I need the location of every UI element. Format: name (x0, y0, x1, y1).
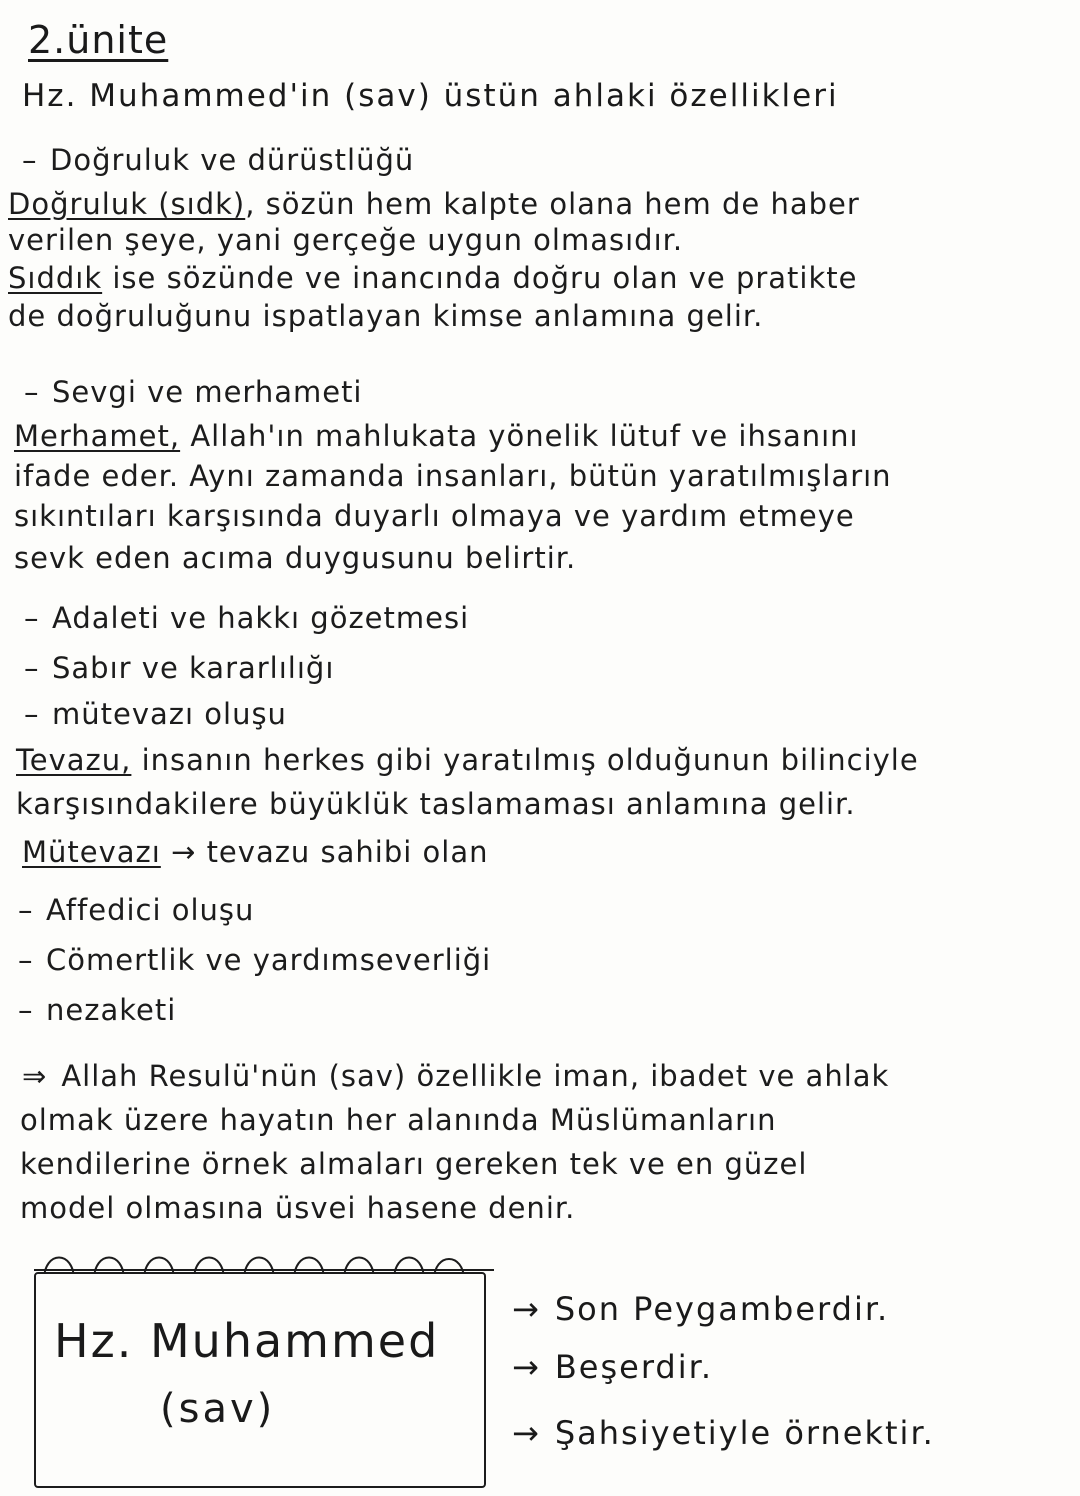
bullet-text: Sabır ve kararlılığı (52, 651, 335, 685)
bullet-nezaket (18, 992, 176, 1028)
definition-text: → tevazu sahibi olan (160, 835, 489, 869)
unit-title: 2.ünite (28, 18, 169, 62)
bullet-mutevazi (24, 696, 287, 732)
definition-text: ise sözünde ve inancında doğru olan ve pratikte (102, 261, 858, 295)
card-attribute-3 (512, 1414, 935, 1452)
card-attribute-1 (512, 1290, 889, 1328)
dash-icon: – (24, 651, 40, 685)
definition-text: , sözün hem kalpte olana hem de haber (245, 187, 860, 221)
usve-line-2: olmak üzere hayatın her alanında Müslümanların (20, 1103, 777, 1137)
bullet-text: mütevazı oluşu (52, 697, 287, 731)
paragraph-text: Allah Resulü'nün (sav) özellikle iman, ibadet ve ahlak (61, 1059, 890, 1093)
bullet-sabir (24, 650, 334, 686)
usve-line-1 (22, 1058, 889, 1094)
dogruluk-definition-line-2: verilen şeye, yani gerçeğe uygun olmasıdır. (8, 223, 684, 257)
tevazu-line-2: karşısındakilere büyüklük taslamaması anlamına gelir. (16, 787, 856, 821)
mutevazi-line (22, 834, 488, 870)
merhamet-line-3: sıkıntıları karşısında duyarlı olmaya ve yardım etmeye (14, 499, 855, 533)
dash-icon: – (18, 893, 34, 927)
dash-icon: – (18, 943, 34, 977)
arrow-right-icon: → (512, 1348, 541, 1386)
tevazu-line-1 (16, 742, 919, 778)
term-siddik: Sıddık (8, 261, 103, 295)
bullet-comertlik (18, 942, 491, 978)
attribute-text: Son Peygamberdir. (554, 1290, 890, 1328)
arrow-right-icon: ⇒ (22, 1059, 48, 1093)
term-tevazu: Tevazu, (16, 743, 132, 777)
merhamet-line-2: ifade eder. Aynı zamanda insanları, bütün yaratılmışların (14, 459, 892, 493)
bullet-text: Doğruluk ve dürüstlüğü (50, 143, 415, 177)
dash-icon: – (22, 143, 38, 177)
merhamet-line-1 (14, 418, 859, 454)
usve-line-3: kendilerine örnek almaları gereken tek ve en güzel (20, 1147, 808, 1181)
dash-icon: – (18, 993, 34, 1027)
definition-text: Allah'ın mahlukata yönelik lütuf ve ihsanını (180, 419, 859, 453)
arrow-right-icon: → (512, 1414, 541, 1452)
card-attribute-2 (512, 1348, 713, 1386)
bullet-adalet (24, 600, 469, 636)
bullet-text: Adaleti ve hakkı gözetmesi (52, 601, 470, 635)
usve-line-4: model olmasına üsvei hasene denir. (20, 1191, 576, 1225)
card-title: Hz. Muhammed (54, 1314, 440, 1368)
dash-icon: – (24, 601, 40, 635)
attribute-text: Şahsiyetiyle örnektir. (554, 1414, 935, 1452)
bullet-text: nezaketi (46, 993, 177, 1027)
dash-icon: – (24, 375, 40, 409)
bullet-text: Sevgi ve merhameti (52, 375, 363, 409)
term-dogruluk: Doğruluk (sıdk) (8, 187, 246, 221)
definition-text: insanın herkes gibi yaratılmış olduğunun bilinciyle (131, 743, 919, 777)
bullet-text: Affedici oluşu (46, 893, 255, 927)
bullet-affedici (18, 892, 254, 928)
siddik-line-1 (8, 260, 857, 296)
bullet-sevgi (24, 374, 363, 410)
term-mutevazi: Mütevazı (22, 835, 161, 869)
bullet-dogruluk (22, 142, 414, 178)
arrow-right-icon: → (512, 1290, 541, 1328)
bullet-text: Cömertlik ve yardımseverliği (46, 943, 492, 977)
card-subtitle: (sav) (160, 1386, 276, 1432)
merhamet-line-4: sevk eden acıma duygusunu belirtir. (14, 541, 577, 575)
siddik-line-2: de doğruluğunu ispatlayan kimse anlamına gelir. (8, 299, 764, 333)
dogruluk-definition-line-1 (8, 186, 860, 222)
notebook-card (34, 1272, 486, 1488)
attribute-text: Beşerdir. (554, 1348, 713, 1386)
page-heading: Hz. Muhammed'in (sav) üstün ahlaki özellikleri (22, 78, 839, 114)
term-merhamet: Merhamet, (14, 419, 181, 453)
dash-icon: – (24, 697, 40, 731)
